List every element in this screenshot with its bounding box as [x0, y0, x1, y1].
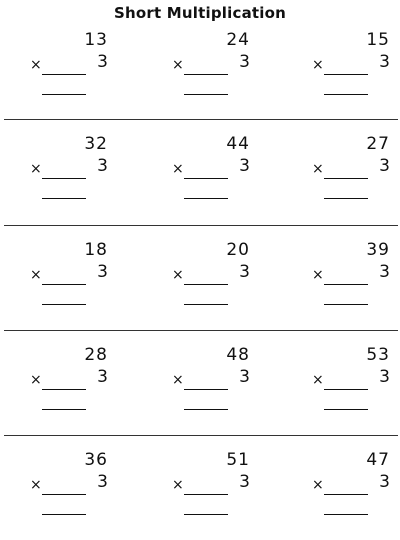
answer-line[interactable] [184, 94, 228, 95]
answer-line[interactable] [42, 514, 86, 515]
operation-underline [324, 284, 368, 285]
operation-underline [324, 494, 368, 495]
multiplicand: 48 [226, 345, 250, 365]
times-sign: × [172, 161, 184, 177]
times-sign: × [30, 267, 42, 283]
multiplication-problem [172, 345, 252, 435]
answer-line[interactable] [324, 409, 368, 410]
multiplicand: 36 [84, 450, 108, 470]
times-sign: × [312, 477, 324, 493]
multiplicand: 13 [84, 30, 108, 50]
operation-underline [324, 389, 368, 390]
times-sign: × [312, 57, 324, 73]
multiplication-problem [30, 345, 110, 435]
multiplicand: 44 [226, 134, 250, 154]
times-sign: × [30, 57, 42, 73]
multiplication-problem [312, 240, 392, 330]
multiplier: 3 [239, 472, 250, 492]
answer-line[interactable] [184, 409, 228, 410]
multiplier: 3 [379, 52, 390, 72]
multiplier: 3 [239, 262, 250, 282]
multiplication-problem [30, 240, 110, 330]
times-sign: × [172, 57, 184, 73]
answer-line[interactable] [184, 304, 228, 305]
times-sign: × [172, 267, 184, 283]
operation-underline [42, 389, 86, 390]
answer-line[interactable] [184, 514, 228, 515]
multiplication-problem [30, 30, 110, 120]
multiplicand: 15 [366, 30, 390, 50]
row-separator [4, 330, 398, 331]
page-title: Short Multiplication [114, 4, 286, 22]
times-sign: × [30, 477, 42, 493]
multiplicand: 20 [226, 240, 250, 260]
operation-underline [324, 74, 368, 75]
multiplicand: 53 [366, 345, 390, 365]
answer-line[interactable] [324, 514, 368, 515]
multiplier: 3 [97, 52, 108, 72]
times-sign: × [172, 477, 184, 493]
multiplicand: 51 [226, 450, 250, 470]
multiplicand: 18 [84, 240, 108, 260]
answer-line[interactable] [324, 94, 368, 95]
multiplication-problem [172, 240, 252, 330]
times-sign: × [172, 372, 184, 388]
multiplier: 3 [239, 52, 250, 72]
multiplicand: 47 [366, 450, 390, 470]
multiplier: 3 [239, 367, 250, 387]
multiplication-problem [172, 30, 252, 120]
multiplication-problem [30, 134, 110, 224]
multiplication-problem [172, 450, 252, 540]
operation-underline [184, 494, 228, 495]
multiplication-problem [312, 450, 392, 540]
answer-line[interactable] [42, 198, 86, 199]
multiplier: 3 [97, 156, 108, 176]
operation-underline [184, 74, 228, 75]
row-separator [4, 435, 398, 436]
multiplicand: 28 [84, 345, 108, 365]
multiplication-problem [312, 30, 392, 120]
multiplier: 3 [379, 262, 390, 282]
multiplication-problem [172, 134, 252, 224]
operation-underline [184, 284, 228, 285]
operation-underline [184, 178, 228, 179]
answer-line[interactable] [42, 409, 86, 410]
multiplier: 3 [239, 156, 250, 176]
multiplication-problem [312, 345, 392, 435]
operation-underline [42, 74, 86, 75]
operation-underline [184, 389, 228, 390]
multiplication-problem [312, 134, 392, 224]
multiplication-problem [30, 450, 110, 540]
times-sign: × [312, 372, 324, 388]
multiplier: 3 [97, 472, 108, 492]
answer-line[interactable] [42, 94, 86, 95]
times-sign: × [30, 161, 42, 177]
multiplier: 3 [97, 367, 108, 387]
row-separator [4, 225, 398, 226]
multiplier: 3 [379, 156, 390, 176]
multiplicand: 39 [366, 240, 390, 260]
operation-underline [42, 284, 86, 285]
operation-underline [42, 178, 86, 179]
answer-line[interactable] [42, 304, 86, 305]
multiplicand: 27 [366, 134, 390, 154]
operation-underline [42, 494, 86, 495]
answer-line[interactable] [324, 304, 368, 305]
multiplier: 3 [379, 367, 390, 387]
multiplicand: 32 [84, 134, 108, 154]
answer-line[interactable] [324, 198, 368, 199]
times-sign: × [312, 161, 324, 177]
multiplier: 3 [97, 262, 108, 282]
operation-underline [324, 178, 368, 179]
times-sign: × [30, 372, 42, 388]
multiplicand: 24 [226, 30, 250, 50]
multiplier: 3 [379, 472, 390, 492]
times-sign: × [312, 267, 324, 283]
answer-line[interactable] [184, 198, 228, 199]
